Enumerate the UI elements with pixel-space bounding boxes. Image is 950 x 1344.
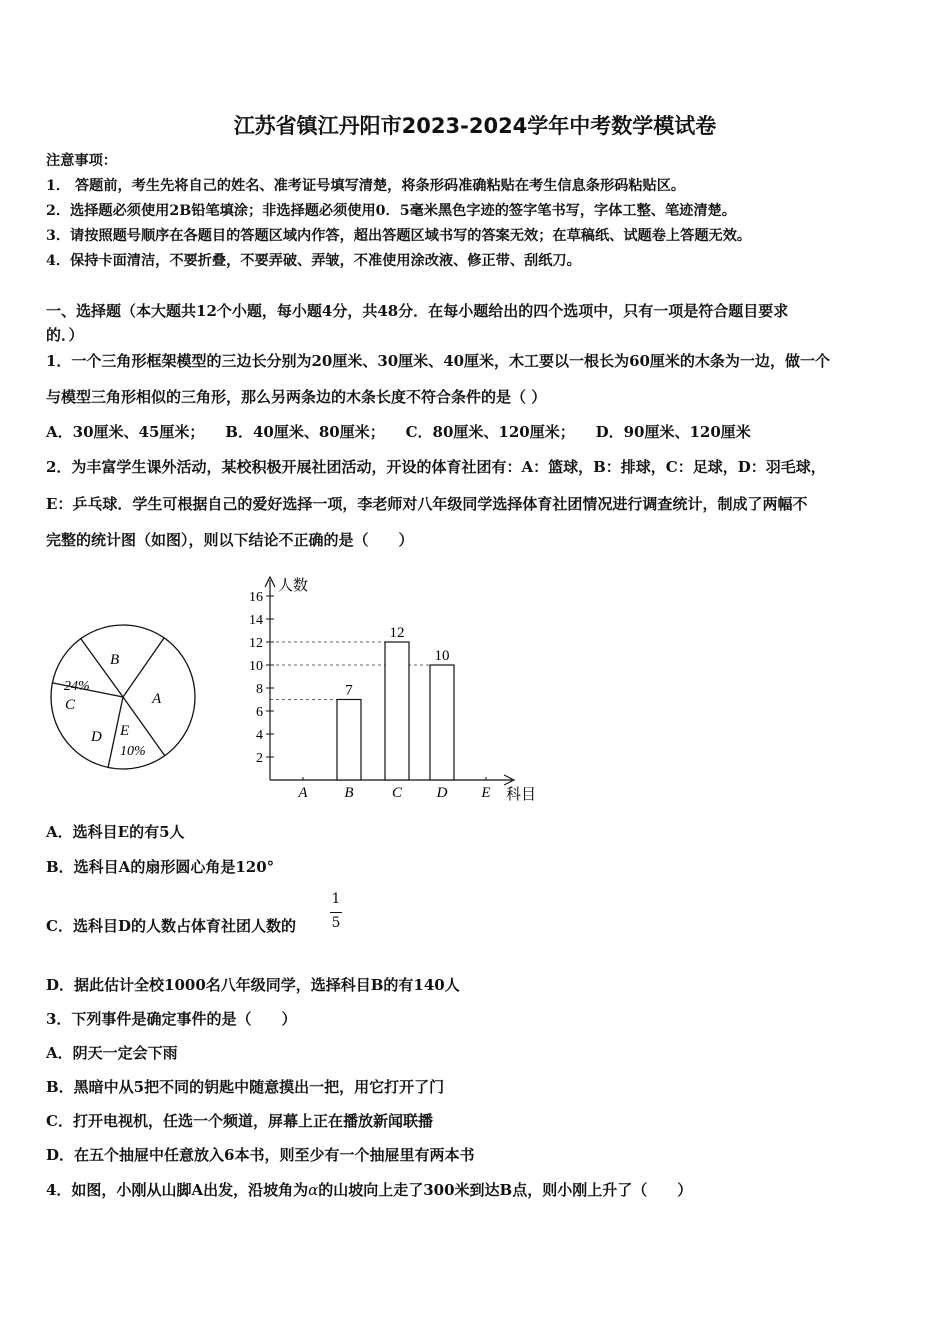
x-tick-label: B [344, 785, 354, 801]
fraction-bar [330, 912, 342, 913]
y-tick-label: 8 [256, 682, 263, 697]
question-3-option-a: A．阴天一定会下雨 [46, 1044, 178, 1062]
question-2-option-d: D．据此估计全校1000名八年级同学，选择科目B的有140人 [46, 976, 460, 994]
notice-item: 1． 答题前，考生先将自己的姓名、准考证号填写清楚，将条形码准确粘贴在考生信息条形码粘贴区。 [46, 178, 686, 194]
question-1-stem-cont: 与模型三角形相似的三角形，那么另两条边的木条长度不符合条件的是（ ） [46, 388, 547, 406]
pie-divider [123, 638, 164, 697]
question-2-option-c: C．选科目D的人数占体育社团人数的 [46, 917, 296, 935]
pie-label-d: D [91, 729, 102, 745]
question-4-stem [46, 1180, 692, 1200]
x-tick-label: E [481, 785, 491, 801]
question-3-option-d: D．在五个抽屉中任意放入6本书，则至少有一个抽屉里有两本书 [46, 1146, 475, 1164]
bar [385, 642, 409, 780]
question-2-stem-cont: 完整的统计图（如图），则以下结论不正确的是（ ） [46, 531, 414, 549]
y-tick-label: 14 [249, 613, 263, 628]
x-tick-label: C [391, 785, 403, 801]
pie-label-c: C [65, 697, 76, 713]
y-tick-label: 6 [256, 705, 263, 720]
bar-data-label: 7 [345, 682, 353, 699]
y-axis-label: 人数 [278, 578, 309, 594]
pie-pct-c: 24% [64, 679, 90, 694]
fraction-numerator: 1 [331, 891, 341, 907]
question-3-option-b: B．黑暗中从5把不同的钥匙中随意摸出一把，用它打开了门 [46, 1078, 445, 1096]
y-tick-label: 16 [249, 590, 263, 605]
pie-label-a: A [152, 691, 162, 707]
section-heading-cont: 的．） [46, 326, 84, 344]
question-1-options: A．30厘米、45厘米； B．40厘米、80厘米； C．80厘米、120厘米； D．90厘米、120厘米 [46, 423, 751, 441]
section-heading: 一、选择题（本大题共12个小题，每小题4分，共48分．在每小题给出的四个选项中，只有一项是符合题目要求 [46, 302, 789, 320]
page-title: 江苏省镇江丹阳市2023-2024学年中考数学模试卷 [233, 114, 717, 138]
pie-label-b: B [110, 652, 120, 668]
question-3-stem: 3．下列事件是确定事件的是（ ） [46, 1010, 297, 1028]
fraction-denominator: 5 [331, 915, 341, 931]
bar-data-label: 12 [389, 625, 405, 641]
pie-chart [40, 605, 210, 775]
y-tick-label: 10 [249, 659, 263, 674]
question-4-pre: 4．如图，小刚从山脚A出发，沿坡角为 [46, 1181, 309, 1199]
x-tick-label: D [436, 785, 448, 801]
question-2-option-b: B．选科目A的扇形圆心角是120° [46, 858, 275, 876]
question-2-stem: 2．为丰富学生课外活动，某校积极开展社团活动，开设的体育社团有：A：篮球，B：排球，C：足球，D：羽毛球， [46, 458, 826, 476]
question-4-post: 的山坡向上走了300米到达B点，则小刚上升了（ ） [318, 1181, 693, 1199]
notice-item: 2．选择题必须使用2B铅笔填涂；非选择题必须使用0．5毫米黑色字迹的签字笔书写，字体工整、笔迹清楚。 [46, 203, 736, 219]
question-2-stem-cont: E：乒乓球．学生可根据自己的爱好选择一项，李老师对八年级同学选择体育社团情况进行调查统计，制成了两幅不 [46, 495, 808, 513]
y-tick-label: 4 [256, 728, 263, 743]
bar [430, 665, 454, 780]
notice-item: 4．保持卡面清洁，不要折叠，不要弄破、弄皱，不准使用涂改液、修正带、刮纸刀。 [46, 253, 581, 269]
y-tick-label: 12 [249, 636, 263, 651]
notice-item: 3．请按照题号顺序在各题目的答题区域内作答，超出答题区域书写的答案无效；在草稿纸、试题卷上答题无效。 [46, 228, 752, 244]
question-1-stem: 1．一个三角形框架模型的三边长分别为20厘米、30厘米、40厘米，木工要以一根长为60厘米的木条为一边，做一个 [46, 352, 830, 370]
bar [337, 700, 361, 781]
alpha-symbol: α [308, 1181, 319, 1199]
question-3-option-c: C．打开电视机，任选一个频道，屏幕上正在播放新闻联播 [46, 1112, 433, 1130]
bar-data-label: 10 [434, 648, 450, 664]
pie-label-e: E [120, 723, 130, 739]
question-2-option-a: A．选科目E的有5人 [46, 823, 185, 841]
pie-pct-e: 10% [120, 744, 146, 759]
y-tick-label: 2 [256, 751, 263, 766]
bar-chart [240, 570, 550, 810]
notice-heading: 注意事项： [46, 153, 117, 169]
x-axis-label: 科目 [506, 787, 537, 803]
x-tick-label: A [298, 785, 308, 801]
